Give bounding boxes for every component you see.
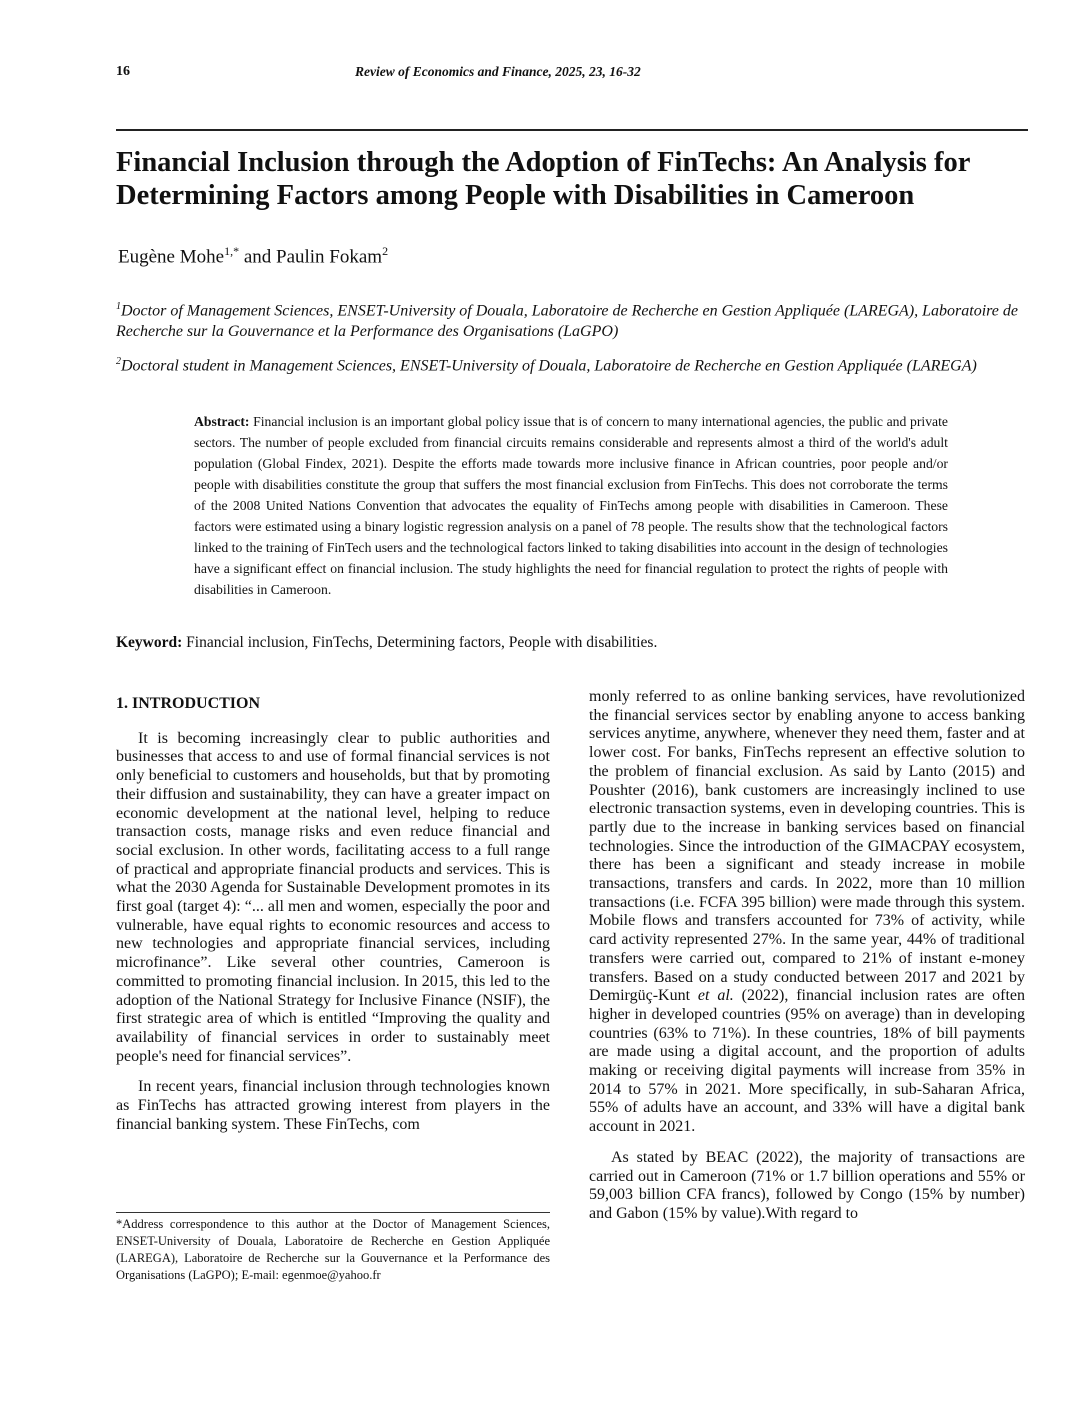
affiliation-1	[116, 296, 1028, 342]
author-line	[118, 244, 388, 268]
journal-citation: Review of Economics and Finance, 2025, 23, 16-32	[355, 64, 641, 79]
header-rule	[116, 129, 1028, 131]
footnote-rule	[116, 1212, 550, 1213]
author-name: Eugène Mohe	[118, 246, 225, 268]
keyword-text: Financial inclusion, FinTechs, Determining factors, People with disabilities.	[182, 634, 658, 651]
author-superscript: 1,*	[224, 244, 240, 258]
left-column	[116, 695, 550, 1134]
affiliation-text: Doctor of Management Sciences, ENSET-University of Douala, Laboratoire de Recherche en Gestion Appliquée (LAREGA), Laboratoire de Recherche sur la Gouvernance et la Performance des Organisations (LaGPO)	[116, 302, 1019, 341]
paragraph: It is becoming increasingly clear to public authorities and businesses that access to and use of formal financial services is not only beneficial to customers and households, but that by promoting their diffusion and sustainability, they can have a greater impact on economic development at the national level, helping to reduce transaction costs, manage risks and even reduce financial and social exclusion. In other words, facilitating access to a full range of practical and appropriate financial products and services. This is what the 2030 Agenda for Sustainable Development promotes in its first goal (target 4): “... all men and women, especially the poor and vulnerable, have equal rights to economic resources and access to new technologies and appropriate financial services, including microfinance”. Like several other countries, Cameroon is committed to promoting financial inclusion. In 2015, this led to the adoption of the National Strategy for Inclusive Finance (NSIF), the first strategic area of which is entitled “Improving the quality and availability of financial services in order to sustainably meet people's need for financial services”.	[116, 729, 550, 1065]
keywords	[116, 634, 1028, 652]
section-heading: 1. INTRODUCTION	[116, 695, 261, 712]
paragraph-text: monly referred to as online banking services, have revolutionized the financial services sector by enabling anyone to access banking services anytime, anywhere, whenever they need them, faster and at lower cost. For banks, FinTechs represent an effective solution to the problem of financial exclusion. As said by Lanto (2015) and Poushter (2016), bank customers are increasingly inclined to use electronic transaction systems, even in developing countries. This is partly due to the increase in banking services based on financial technologies. Since the introduction of the GIMACPAY ecosystem, there has been a significant and steady increase in mobile transactions, transfers and cards. In 2022, more than 10 million transactions (i.e. FCFA 395 billion) were made through this system. Mobile flows and transfers accounted for 73% of activity, while card activity represented 27%. In the same year, 44% of traditional transfers were carried out, compared to 21% of instant e-money transfers. Based on a study conducted between 2017 and 2021 by Demirgüç-Kunt	[589, 688, 1025, 1005]
affiliation-superscript: 1	[116, 301, 121, 312]
keyword-label: Keyword:	[116, 634, 183, 651]
author-superscript: 2	[382, 244, 389, 258]
citation-et-al: et al.	[697, 987, 734, 1005]
author-name: Paulin Fokam	[276, 246, 383, 268]
paragraph-continued	[589, 688, 1025, 1137]
footnote: *Address correspondence to this author at the Doctor of Management Sciences, ENSET-University of Douala, Laboratoire de Recherche en Gestion Appliquée (LAREGA), Laboratoire de Recherche sur la Gouvernance et la Performance des Organisations (LaGPO); E-mail: egenmoe@yahoo.fr	[116, 1217, 550, 1282]
abstract-label: Abstract:	[194, 414, 250, 429]
author-conjunction: and	[239, 246, 276, 268]
paragraph: In recent years, financial inclusion through technologies known as FinTechs has attracted growing interest from players in the financial banking system. These FinTechs, com	[116, 1078, 550, 1133]
paragraph-text: (2022), financial inclusion rates are often higher in developed countries (95% on average) than in developing countries (63% to 71%). In these countries, 18% of bill payments are made using a digital account, and the proportion of adults making or receiving digital payments will increase from 35% in 2014 to 57% in 2021. More specifically, in sub-Saharan Africa, 55% of adults have an account, and 33% will have a digital bank account in 2021.	[589, 987, 1026, 1136]
affiliation-2	[116, 351, 1028, 376]
page-number: 16	[116, 64, 130, 79]
abstract	[194, 411, 948, 600]
article-title: Financial Inclusion through the Adoption of FinTechs: An Analysis for Determining Factors among People with Disabilities in Cameroon	[116, 147, 970, 211]
affiliation-superscript: 2	[116, 356, 121, 367]
affiliation-text: Doctoral student in Management Sciences, ENSET-University of Douala, Laboratoire de Recherche en Gestion Appliquée (LAREGA)	[121, 357, 977, 375]
abstract-text: Financial inclusion is an important global policy issue that is of concern to many international agencies, the public and private sectors. The number of people excluded from financial circuits remains considerable and represents almost a third of the world's adult population (Global Findex, 2021). Despite the efforts made towards more inclusive finance in African countries, poor people and/or people with disabilities constitute the group that suffers the most financial exclusion from FinTechs. This does not corroborate the terms of the 2008 United Nations Convention that advocates the equality of FinTechs among people with disabilities in Cameroon. These factors were estimated using a binary logistic regression analysis on a panel of 78 people. The results show that the technological factors linked to the training of FinTech users and the technological factors linked to taking disabilities into account in the design of technologies have a significant effect on financial inclusion. The study highlights the need for financial regulation to protect the rights of people with disabilities in Cameroon.	[194, 414, 948, 597]
right-column	[589, 688, 1025, 1224]
paragraph: As stated by BEAC (2022), the majority of transactions are carried out in Cameroon (71% or 1.7 billion operations and 55% or 59,003 billion CFA francs), followed by Congo (15% by number) and Gabon (15% by value).With regard to	[589, 1148, 1025, 1222]
